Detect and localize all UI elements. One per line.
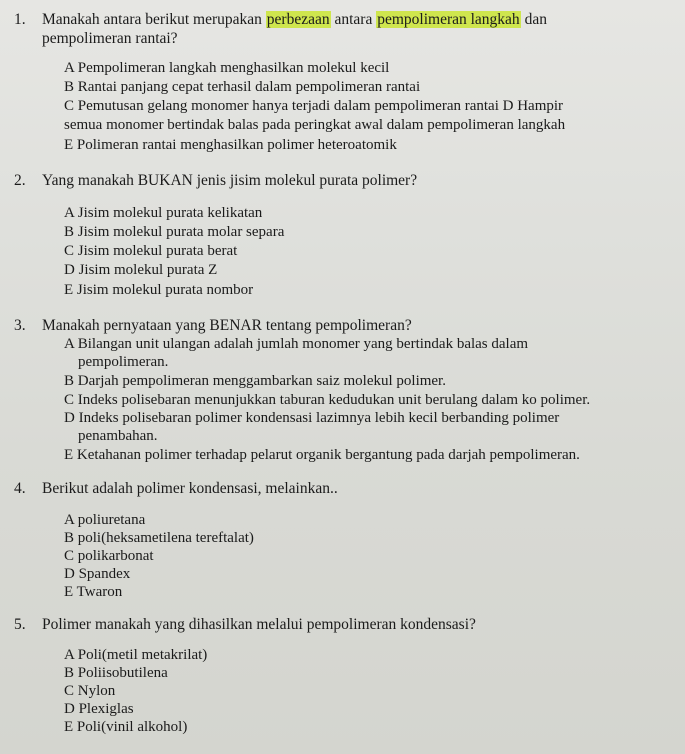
- option-a: A Pempolimeran langkah menghasilkan molekul kecil: [64, 60, 390, 76]
- question-stem: Polimer manakah yang dihasilkan melalui pempolimeran kondensasi?: [42, 616, 476, 633]
- highlight: perbezaan: [266, 11, 330, 28]
- option-a: A Bilangan unit ulangan adalah jumlah monomer yang bertindak balas dalam: [64, 336, 529, 352]
- option-b: B Darjah pempolimeran menggambarkan saiz molekul polimer.: [64, 373, 446, 389]
- option-d: D Jisim molekul purata Z: [64, 262, 218, 278]
- option-a: A Poli(metil metakrilat): [64, 647, 208, 663]
- question-number: 1.: [14, 11, 26, 28]
- option-b: B Poliisobutilena: [64, 665, 168, 681]
- option-d-continued: penambahan.: [78, 428, 158, 444]
- question-number: 5.: [14, 616, 26, 633]
- option-d: D Spandex: [64, 566, 131, 582]
- question-number: 2.: [14, 172, 26, 189]
- option-a-continued: pempolimeran.: [78, 354, 169, 370]
- option-e: E Polimeran rantai menghasilkan polimer heteroatomik: [64, 137, 397, 153]
- question-stem: Manakah pernyataan yang BENAR tentang pempolimeran?: [42, 317, 412, 334]
- question-number: 4.: [14, 480, 26, 497]
- option-e: E Jisim molekul purata nombor: [64, 282, 254, 298]
- option-a: A Jisim molekul purata kelikatan: [64, 205, 263, 221]
- question-stem: Yang manakah BUKAN jenis jisim molekul purata polimer?: [42, 172, 418, 189]
- option-c: C Nylon: [64, 683, 116, 699]
- highlight: pempolimeran langkah: [377, 11, 520, 28]
- option-c: C polikarbonat: [64, 548, 154, 564]
- option-b: B poli(heksametilena tereftalat): [64, 530, 254, 546]
- option-b: B Jisim molekul purata molar separa: [64, 224, 285, 240]
- option-e: E Ketahanan polimer terhadap pelarut organik bergantung pada darjah pempolimeran.: [64, 447, 580, 463]
- option-c: C Jisim molekul purata berat: [64, 243, 238, 259]
- option-d: D Plexiglas: [64, 701, 134, 717]
- option-e: E Twaron: [64, 584, 123, 600]
- option-a: A poliuretana: [64, 512, 146, 528]
- option-c: C Pemutusan gelang monomer hanya terjadi dalam pempolimeran rantai D Hampir: [64, 98, 564, 114]
- question-stem-line2: pempolimeran rantai?: [42, 30, 178, 47]
- question-stem: Berikut adalah polimer kondensasi, melainkan..: [42, 480, 338, 497]
- option-c: C Indeks polisebaran menunjukkan taburan kedudukan unit berulang dalam ko polimer.: [64, 392, 591, 408]
- option-d-continued: semua monomer bertindak balas pada peringkat awal dalam pempolimeran langkah: [64, 117, 566, 133]
- question-number: 3.: [14, 317, 26, 334]
- option-d: D Indeks polisebaran polimer kondensasi lazimnya lebih kecil berbanding polimer: [64, 410, 560, 426]
- question-stem: Manakah antara berikut merupakan perbezaan antara pempolimeran langkah dan: [42, 11, 547, 28]
- option-e: E Poli(vinil alkohol): [64, 719, 188, 735]
- option-b: B Rantai panjang cepat terhasil dalam pempolimeran rantai: [64, 79, 421, 95]
